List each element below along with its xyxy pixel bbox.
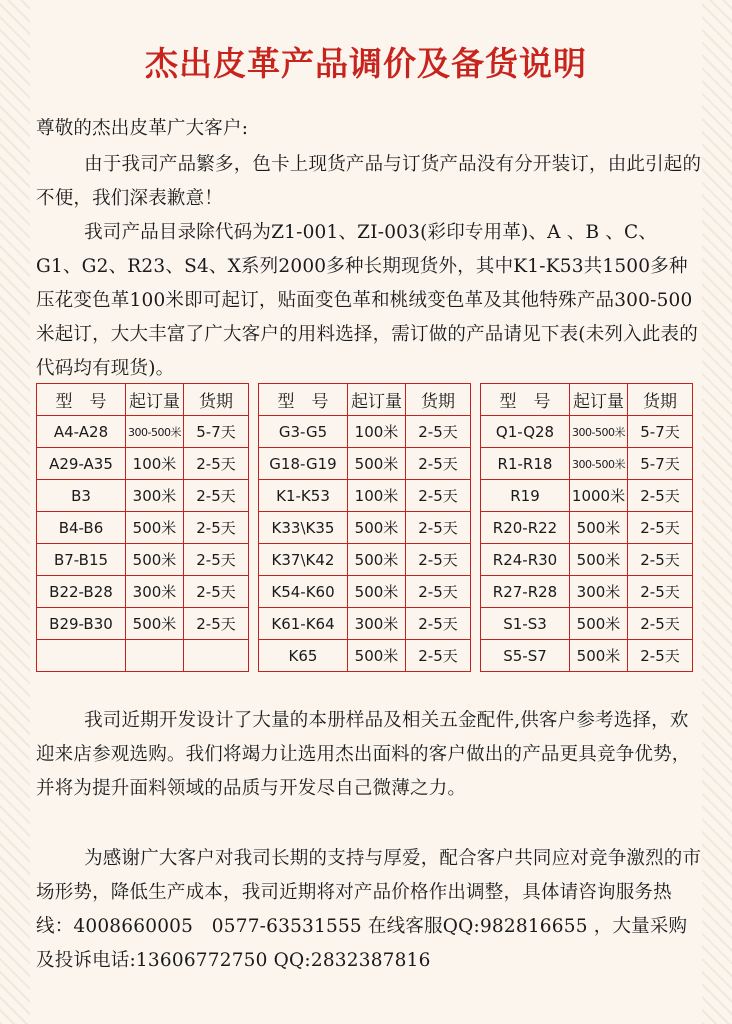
cell-lead-time: 2-5天 <box>406 512 471 544</box>
cell-model: B4-B6 <box>37 512 126 544</box>
cell-model: B29-B30 <box>37 608 126 640</box>
cell-model: K54-K60 <box>259 576 348 608</box>
cell-moq: 300米 <box>348 608 406 640</box>
order-table-3 <box>480 383 693 672</box>
paragraph-stock-info: 我司产品目录除代码为Z1-001、ZI-003(彩印专用革)、A 、B 、C、G1、G2、R23、S4、X系列2000多种长期现货外，其中K1-K53共1500多种压花变色革100米即可起订，贴面变色革和桃绒变色革及其他特殊产品300-500米起订，大大丰富了广大客户的用料选择，需订做的产品请见下表(未列入此表的代码均有现货)。 <box>36 222 698 379</box>
cell-moq: 500米 <box>126 544 184 576</box>
table-header-row <box>259 384 471 416</box>
header-model: 型 号 <box>259 384 348 416</box>
cell-lead-time: 2-5天 <box>184 480 249 512</box>
cell-model: B22-B28 <box>37 576 126 608</box>
cell-moq: 100米 <box>126 448 184 480</box>
cell-model: K1-K53 <box>259 480 348 512</box>
cell-moq: 500米 <box>348 512 406 544</box>
cell-model: R19 <box>481 480 570 512</box>
table-row <box>481 512 693 544</box>
cell-model: K37\K42 <box>259 544 348 576</box>
cell-model: R20-R22 <box>481 512 570 544</box>
cell-moq: 500米 <box>348 576 406 608</box>
table-row <box>481 448 693 480</box>
cell-lead-time: 5-7天 <box>628 448 693 480</box>
table-row <box>37 416 249 448</box>
cell-lead-time: 5-7天 <box>628 416 693 448</box>
table-row <box>259 480 471 512</box>
header-model: 型 号 <box>37 384 126 416</box>
table-row <box>37 480 249 512</box>
cell-lead-time: 5-7天 <box>184 416 249 448</box>
order-table-2 <box>258 383 471 672</box>
cell-lead-time: 2-5天 <box>406 544 471 576</box>
cell-model: A29-A35 <box>37 448 126 480</box>
cell-moq: 300米 <box>570 576 628 608</box>
table-row <box>481 416 693 448</box>
left-border-pattern <box>0 0 30 1024</box>
cell-model: B3 <box>37 480 126 512</box>
cell-moq: 300-500米 <box>570 448 628 480</box>
header-lead-time: 货期 <box>406 384 471 416</box>
cell-lead-time: 2-5天 <box>184 512 249 544</box>
table-row <box>37 544 249 576</box>
cell-lead-time: 2-5天 <box>406 416 471 448</box>
cell-model: S1-S3 <box>481 608 570 640</box>
table-row <box>481 608 693 640</box>
right-border-pattern <box>702 0 732 1024</box>
cell-lead-time: 2-5天 <box>628 512 693 544</box>
header-moq: 起订量 <box>570 384 628 416</box>
table-row <box>481 640 693 672</box>
cell-model: R1-R18 <box>481 448 570 480</box>
table-row <box>259 416 471 448</box>
table-row <box>259 608 471 640</box>
table-row <box>259 576 471 608</box>
cell-moq: 500米 <box>570 544 628 576</box>
table-row <box>37 448 249 480</box>
cell-moq: 1000米 <box>570 480 628 512</box>
cell-model: B7-B15 <box>37 544 126 576</box>
cell-lead-time: 2-5天 <box>628 480 693 512</box>
order-table-1 <box>36 383 249 672</box>
cell-moq: 500米 <box>348 640 406 672</box>
paragraph-samples: 我司近期开发设计了大量的本册样品及相关五金配件,供客户参考选择，欢迎来店参观选购。我们将竭力让选用杰出面料的客户做出的产品更具竞争优势，并将为提升面料领域的品质与开发尽自己微薄之力。 <box>36 710 691 799</box>
cell-lead-time: 2-5天 <box>184 576 249 608</box>
table-row <box>481 576 693 608</box>
cell-model: G18-G19 <box>259 448 348 480</box>
cell-lead-time: 2-5天 <box>406 576 471 608</box>
page-title: 杰出皮革产品调价及备货说明 <box>145 44 587 83</box>
cell-lead-time: 2-5天 <box>406 480 471 512</box>
table-row <box>37 512 249 544</box>
cell-moq: 500米 <box>570 640 628 672</box>
cell-model: G3-G5 <box>259 416 348 448</box>
table-row <box>481 544 693 576</box>
cell-moq: 300-500米 <box>126 416 184 448</box>
table-header-row <box>37 384 249 416</box>
cell-lead-time: 2-5天 <box>628 640 693 672</box>
cell-moq: 300米 <box>126 480 184 512</box>
cell-moq: 500米 <box>570 512 628 544</box>
header-lead-time: 货期 <box>184 384 249 416</box>
cell-lead-time: 2-5天 <box>184 544 249 576</box>
cell-moq: 500米 <box>348 448 406 480</box>
cell-model: K33\K35 <box>259 512 348 544</box>
table-header-row <box>481 384 693 416</box>
cell-lead-time: 2-5天 <box>628 576 693 608</box>
cell-model: A4-A28 <box>37 416 126 448</box>
cell-lead-time: 2-5天 <box>184 608 249 640</box>
cell-moq: 500米 <box>570 608 628 640</box>
table-row <box>259 448 471 480</box>
cell-lead-time: 2-5天 <box>628 544 693 576</box>
cell-model: R27-R28 <box>481 576 570 608</box>
cell-lead-time: 2-5天 <box>406 640 471 672</box>
header-moq: 起订量 <box>126 384 184 416</box>
greeting: 尊敬的杰出皮革广大客户: <box>36 118 249 139</box>
cell-moq: 300-500米 <box>570 416 628 448</box>
cell-moq: 500米 <box>126 512 184 544</box>
header-moq: 起订量 <box>348 384 406 416</box>
cell-moq: 500米 <box>126 608 184 640</box>
order-tables <box>36 383 701 693</box>
table-row <box>481 480 693 512</box>
paragraph-contact: 为感谢广大客户对我司长期的支持与厚爱，配合客户共同应对竞争激烈的市场形势，降低生产成本，我司近期将对产品价格作出调整，具体请咨询服务热线：4008660005 0577-63531555 在线客服QQ:982816655 ，大量采购及投诉电话:13606772750 QQ:2832387816 <box>36 848 702 971</box>
table-row <box>37 608 249 640</box>
cell-lead-time: 2-5天 <box>184 448 249 480</box>
cell-moq <box>126 640 184 672</box>
header-lead-time: 货期 <box>628 384 693 416</box>
cell-lead-time <box>184 640 249 672</box>
cell-model: Q1-Q28 <box>481 416 570 448</box>
cell-moq: 300米 <box>126 576 184 608</box>
cell-moq: 100米 <box>348 480 406 512</box>
table-row <box>37 640 249 672</box>
table-row <box>259 640 471 672</box>
cell-moq: 100米 <box>348 416 406 448</box>
cell-model: S5-S7 <box>481 640 570 672</box>
cell-lead-time: 2-5天 <box>406 448 471 480</box>
header-model: 型 号 <box>481 384 570 416</box>
cell-model <box>37 640 126 672</box>
table-row <box>259 544 471 576</box>
table-row <box>37 576 249 608</box>
cell-lead-time: 2-5天 <box>406 608 471 640</box>
cell-moq: 500米 <box>348 544 406 576</box>
cell-model: K61-K64 <box>259 608 348 640</box>
cell-model: K65 <box>259 640 348 672</box>
table-row <box>259 512 471 544</box>
cell-model: R24-R30 <box>481 544 570 576</box>
paragraph-apology: 由于我司产品繁多，色卡上现货产品与订货产品没有分开装订，由此引起的不便，我们深表歉意！ <box>36 154 702 209</box>
cell-lead-time: 2-5天 <box>628 608 693 640</box>
